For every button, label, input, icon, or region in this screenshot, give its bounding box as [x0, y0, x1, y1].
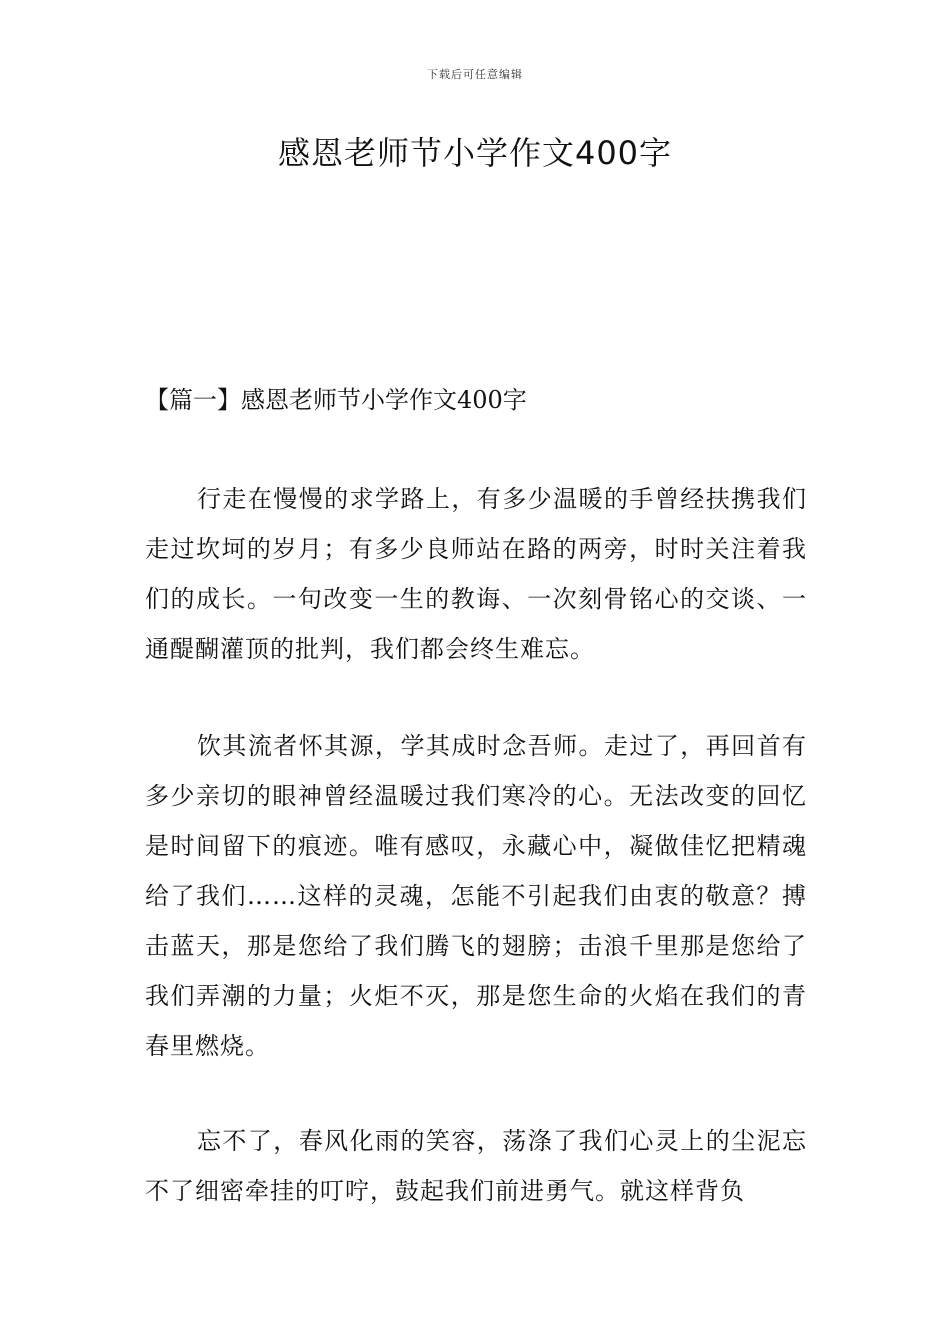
paragraph-1: 行走在慢慢的求学路上，有多少温暖的手曾经扶携我们走过坎坷的岁月；有多少良师站在路的两旁，时时关注着我们的成长。一句改变一生的教诲、一次刻骨铭心的交谈、一通醍醐灌顶的批判，我们都会终生难忘。 [145, 485, 807, 663]
header-note: 下载后可任意编辑 [427, 68, 523, 81]
document-title: 感恩老师节小学作文400字 [277, 134, 673, 172]
section-heading: 【篇一】感恩老师节小学作文400字 [145, 386, 527, 414]
paragraph-2: 饮其流者怀其源，学其成时念吾师。走过了，再回首有多少亲切的眼神曾经温暖过我们寒冷的心。无法改变的回忆是时间留下的痕迹。唯有感叹，永藏心中，凝做佳忆把精魂给了我们……这样的灵魂，怎能不引起我们由衷的敬意？搏击蓝天，那是您给了我们腾飞的翅膀；击浪千里那是您给了我们弄潮的力量；火炬不灭，那是您生命的火焰在我们的青春里燃烧。 [145, 732, 807, 1060]
paragraph-3: 忘不了，春风化雨的笑容，荡涤了我们心灵上的尘泥忘不了细密牵挂的叮咛，鼓起我们前进勇气。就这样背负 [145, 1127, 807, 1205]
